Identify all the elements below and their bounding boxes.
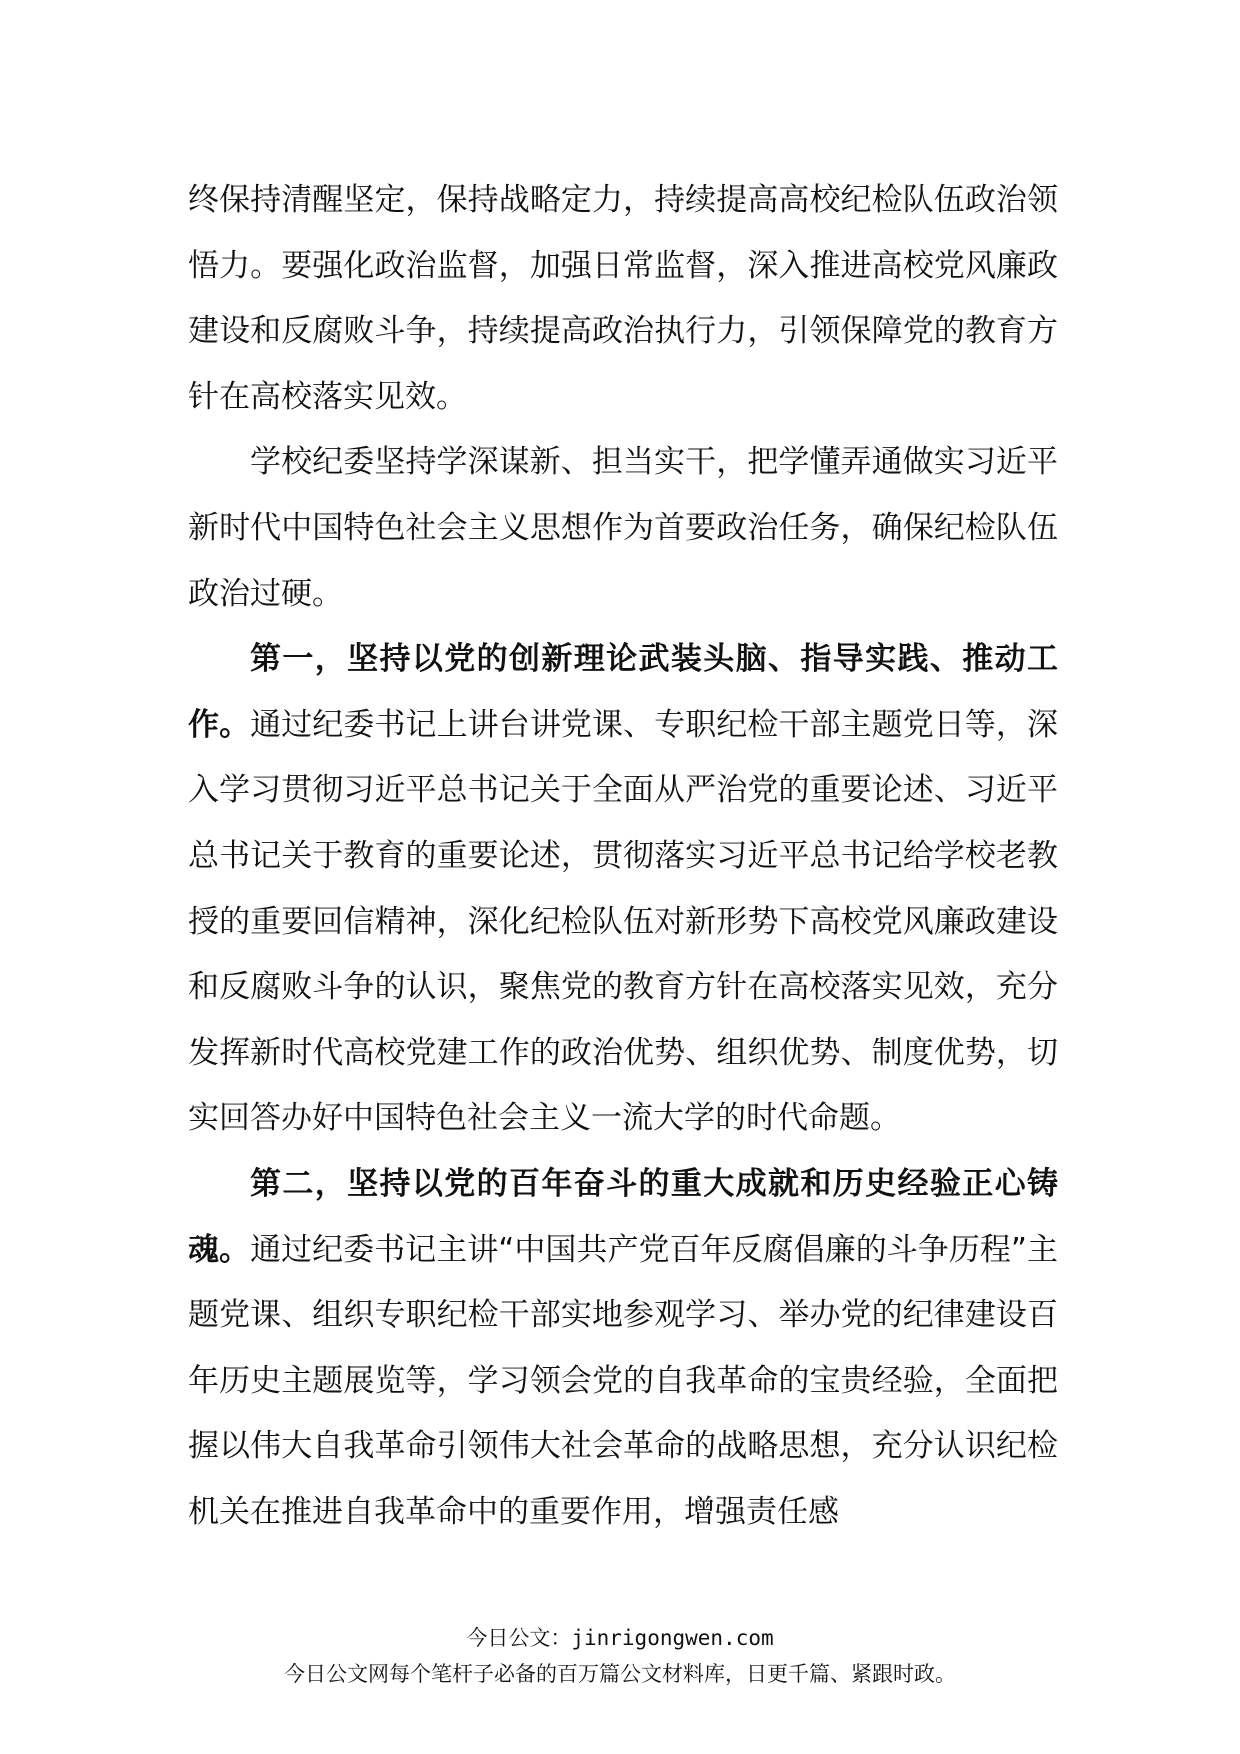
paragraph-second-point [188, 1152, 1058, 1546]
paragraph-text: 学校纪委坚持学深谋新、担当实干，把学懂弄通做实习近平新时代中国特色社会主义思想作为首要政治任务，确保纪检队伍政治过硬。 [188, 444, 1058, 612]
paragraph-text: 通过纪委书记上讲台讲党课、专职纪检干部主题党日等，深入学习贯彻习近平总书记关于全面从严治党的重要论述、习近平总书记关于教育的重要论述，贯彻落实习近平总书记给学校老教授的重要回信精神，深化纪检队伍对新形势下高校党风廉政建设和反腐败斗争的认识，聚焦党的教育方针在高校落实见效，充分发挥新时代高校党建工作的政治优势、组织优势、制度优势，切实回答办好中国特色社会主义一流大学的时代命题。 [188, 706, 1059, 1137]
footer-site-line [0, 1622, 1240, 1652]
paragraph-first-point [188, 627, 1058, 1152]
footer-site-url[interactable]: jinrigongwen.com [571, 1626, 774, 1650]
paragraph-intro [188, 430, 1058, 627]
paragraph-text: 终保持清醒坚定，保持战略定力，持续提高高校纪检队伍政治领悟力。要强化政治监督，加强日常监督，深入推进高校党风廉政建设和反腐败斗争，持续提高政治执行力，引领保障党的教育方针在高校落实见效。 [188, 182, 1058, 415]
paragraph-lead-heading: 第一，坚持以党的创新理论武装头脑、指导实践、推动工作。 [188, 641, 1058, 743]
footer-site-label: 今日公文： [466, 1626, 572, 1650]
paragraph-continuation [188, 168, 1058, 430]
paragraph-text: 通过纪委书记主讲“中国共产党百年反腐倡廉的斗争历程”主题党课、组织专职纪检干部实地参观学习、举办党的纪律建设百年历史主题展览等，学习领会党的自我革命的宝贵经验，全面把握以伟大自我革命引领伟大社会革命的战略思想，充分认识纪检机关在推进自我革命中的重要作用，增强责任感 [188, 1231, 1058, 1530]
footer-slogan: 今日公文网每个笔杆子必备的百万篇公文材料库，日更千篇、紧跟时政。 [284, 1662, 956, 1686]
paragraph-lead-heading: 第二，坚持以党的百年奋斗的重大成就和历史经验正心铸魂。 [188, 1165, 1058, 1268]
document-body [188, 168, 1058, 1545]
